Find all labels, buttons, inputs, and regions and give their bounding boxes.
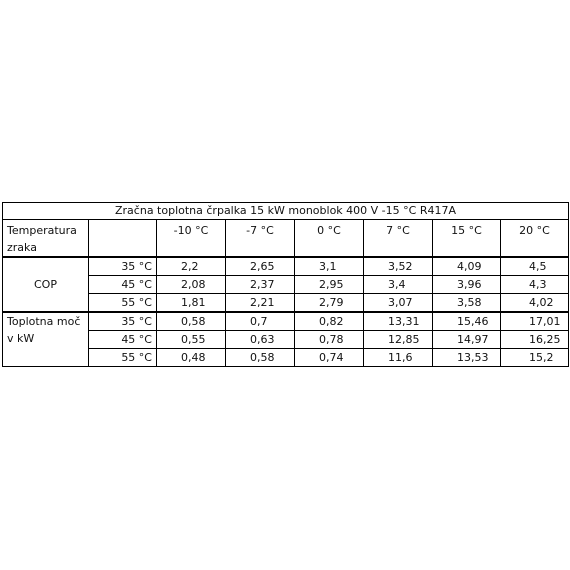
water-temp-cell: 35 °C [89, 312, 157, 331]
value-cell: 4,02 [501, 294, 569, 313]
value-cell: 15,2 [501, 349, 569, 367]
value-cell: 3,1 [295, 257, 364, 276]
value-cell: 3,58 [433, 294, 501, 313]
value-cell: 2,37 [226, 276, 295, 294]
title-row [3, 203, 569, 220]
value-cell: 3,4 [364, 276, 433, 294]
value-cell: 0,58 [157, 312, 226, 331]
table-title: Zračna toplotna črpalka 15 kW monoblok 400 V -15 °C R417A [3, 203, 569, 220]
water-temp-cell: 35 °C [89, 257, 157, 276]
value-cell: 2,21 [226, 294, 295, 313]
water-temp-cell: 45 °C [89, 276, 157, 294]
group-label-cop: COP [3, 257, 89, 312]
water-temp-cell: 55 °C [89, 349, 157, 367]
value-cell: 2,95 [295, 276, 364, 294]
value-cell: 16,25 [501, 331, 569, 349]
value-cell: 1,81 [157, 294, 226, 313]
value-cell: 0,78 [295, 331, 364, 349]
value-cell: 17,01 [501, 312, 569, 331]
value-cell: 0,48 [157, 349, 226, 367]
table-row [3, 257, 569, 276]
value-cell: 3,96 [433, 276, 501, 294]
value-cell: 0,55 [157, 331, 226, 349]
value-cell: 0,63 [226, 331, 295, 349]
value-cell: 0,7 [226, 312, 295, 331]
column-header: -7 °C [226, 220, 295, 258]
water-temp-cell: 55 °C [89, 294, 157, 313]
table-row [3, 312, 569, 331]
value-cell: 0,82 [295, 312, 364, 331]
value-cell: 2,08 [157, 276, 226, 294]
value-cell: 0,74 [295, 349, 364, 367]
header-blank [89, 220, 157, 258]
value-cell: 4,5 [501, 257, 569, 276]
column-header: 20 °C [501, 220, 569, 258]
value-cell: 2,79 [295, 294, 364, 313]
value-cell: 3,07 [364, 294, 433, 313]
value-cell: 2,2 [157, 257, 226, 276]
value-cell: 4,3 [501, 276, 569, 294]
group-label-heat-output: Toplotna moč v kW [3, 312, 89, 367]
column-header: -10 °C [157, 220, 226, 258]
column-header: 0 °C [295, 220, 364, 258]
value-cell: 12,85 [364, 331, 433, 349]
header-row [3, 220, 569, 258]
heat-pump-spec-table [2, 202, 569, 367]
value-cell: 0,58 [226, 349, 295, 367]
value-cell: 13,53 [433, 349, 501, 367]
column-header: 7 °C [364, 220, 433, 258]
value-cell: 15,46 [433, 312, 501, 331]
column-header: 15 °C [433, 220, 501, 258]
value-cell: 2,65 [226, 257, 295, 276]
value-cell: 3,52 [364, 257, 433, 276]
value-cell: 11,6 [364, 349, 433, 367]
value-cell: 13,31 [364, 312, 433, 331]
water-temp-cell: 45 °C [89, 331, 157, 349]
value-cell: 14,97 [433, 331, 501, 349]
value-cell: 4,09 [433, 257, 501, 276]
corner-label: Temperatura zraka [3, 220, 89, 258]
